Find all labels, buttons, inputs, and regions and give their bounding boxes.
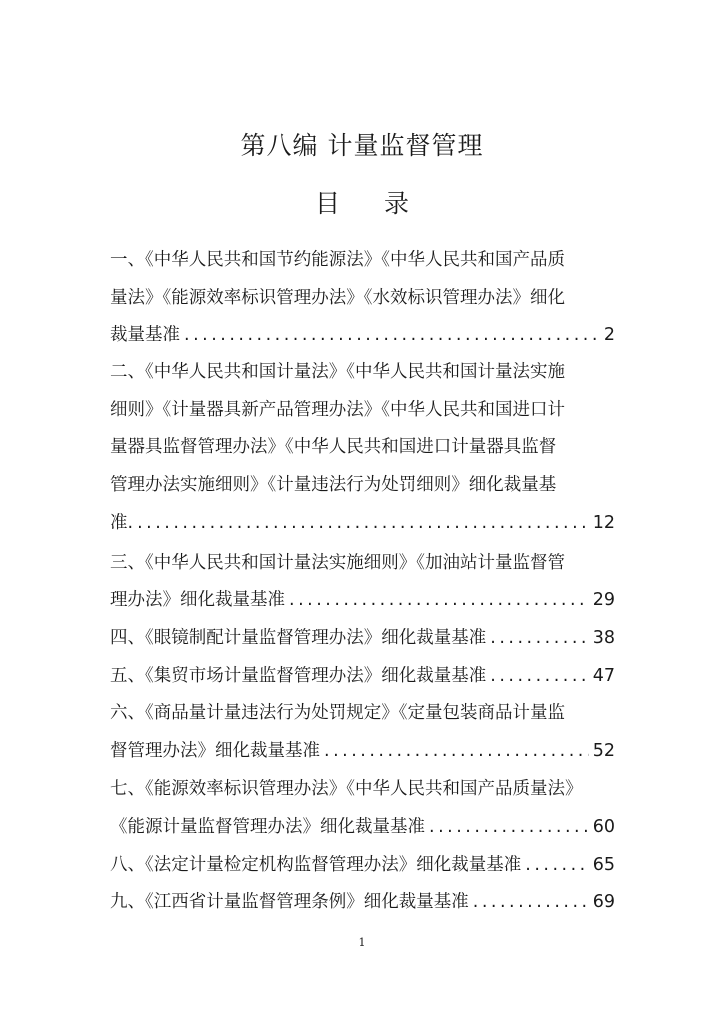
toc-entry-4-last-line[interactable]: 四、《眼镜制配计量监督管理办法》细化裁量基准 ..... 38 — [110, 623, 615, 653]
toc-entry-3-line-1[interactable]: 三、《中华人民共和国计量法实施细则》《加油站计量监督管 — [110, 553, 565, 573]
toc-entry-2-last-line[interactable]: 准. ..... 12 — [110, 508, 615, 538]
toc-page-number: 47 — [592, 666, 615, 686]
toc-leader-dots — [486, 623, 588, 653]
toc-entry-2-line-4[interactable]: 管理办法实施细则》《计量违法行为处罚细则》细化裁量基 — [110, 475, 557, 495]
toc-page-number: 60 — [592, 817, 615, 837]
toc-entry-7-line-1[interactable]: 七、《能源效率标识管理办法》《中华人民共和国产品质量法》 — [110, 779, 583, 799]
toc-page-number: 29 — [592, 590, 615, 610]
toc-page-number: 38 — [592, 628, 615, 648]
toc-entry-2-line-1[interactable]: 二、《中华人民共和国计量法》《中华人民共和国计量法实施 — [110, 362, 565, 382]
toc-leader-dots — [469, 887, 589, 917]
toc-entry-7-last-line[interactable]: 《能源计量监督管理办法》细化裁量基准 ..... 60 — [110, 812, 615, 842]
toc-entry-5-last-line[interactable]: 五、《集贸市场计量监督管理办法》细化裁量基准 ..... 47 — [110, 661, 615, 691]
toc-heading: 目 录 — [315, 189, 409, 218]
toc-leader-dots — [180, 320, 600, 350]
page-title: 第八编 计量监督管理 — [240, 131, 484, 160]
toc-entry-6-line-1[interactable]: 六、《商品量计量违法行为处罚规定》《定量包装商品计量监 — [110, 703, 565, 723]
toc-entry-6-last-line[interactable]: 督管理办法》细化裁量基准 ..... 52 — [110, 736, 615, 766]
toc-leader-dots — [486, 661, 588, 691]
toc-page-number: 12 — [592, 513, 615, 533]
toc-entry-8-last-line[interactable]: 八、《法定计量检定机构监督管理办法》细化裁量基准 ..... 65 — [110, 850, 615, 880]
toc-leader-dots — [521, 850, 588, 880]
toc-page-number: 65 — [592, 855, 615, 875]
toc-entry-3-last-line[interactable]: 理办法》细化裁量基准 ..... 29 — [110, 585, 615, 615]
toc-entry-9-last-line[interactable]: 九、《江西省计量监督管理条例》细化裁量基准 ..... 69 — [110, 887, 615, 917]
toc-page-number: 52 — [592, 741, 615, 761]
toc-leader-dots — [133, 508, 589, 538]
toc-leader-dots — [425, 812, 589, 842]
toc-leader-dots — [320, 736, 589, 766]
toc-entry-2-line-3[interactable]: 量器具监督管理办法》《中华人民共和国进口计量器具监督 — [110, 437, 557, 457]
toc-entry-1-last-line[interactable]: 裁量基准 ..... 2 — [110, 320, 615, 350]
toc-page-number: 2 — [603, 325, 615, 345]
toc-entry-2-line-2[interactable]: 细则》《计量器具新产品管理办法》《中华人民共和国进口计 — [110, 400, 565, 420]
toc-page-number: 69 — [592, 892, 615, 912]
footer-page-number: 1 — [358, 936, 366, 949]
toc-entry-1-line-1[interactable]: 一、《中华人民共和国节约能源法》《中华人民共和国产品质 — [110, 250, 565, 270]
toc-leader-dots — [285, 585, 589, 615]
toc-entry-1-line-2[interactable]: 量法》《能源效率标识管理办法》《水效标识管理办法》细化 — [110, 288, 565, 308]
